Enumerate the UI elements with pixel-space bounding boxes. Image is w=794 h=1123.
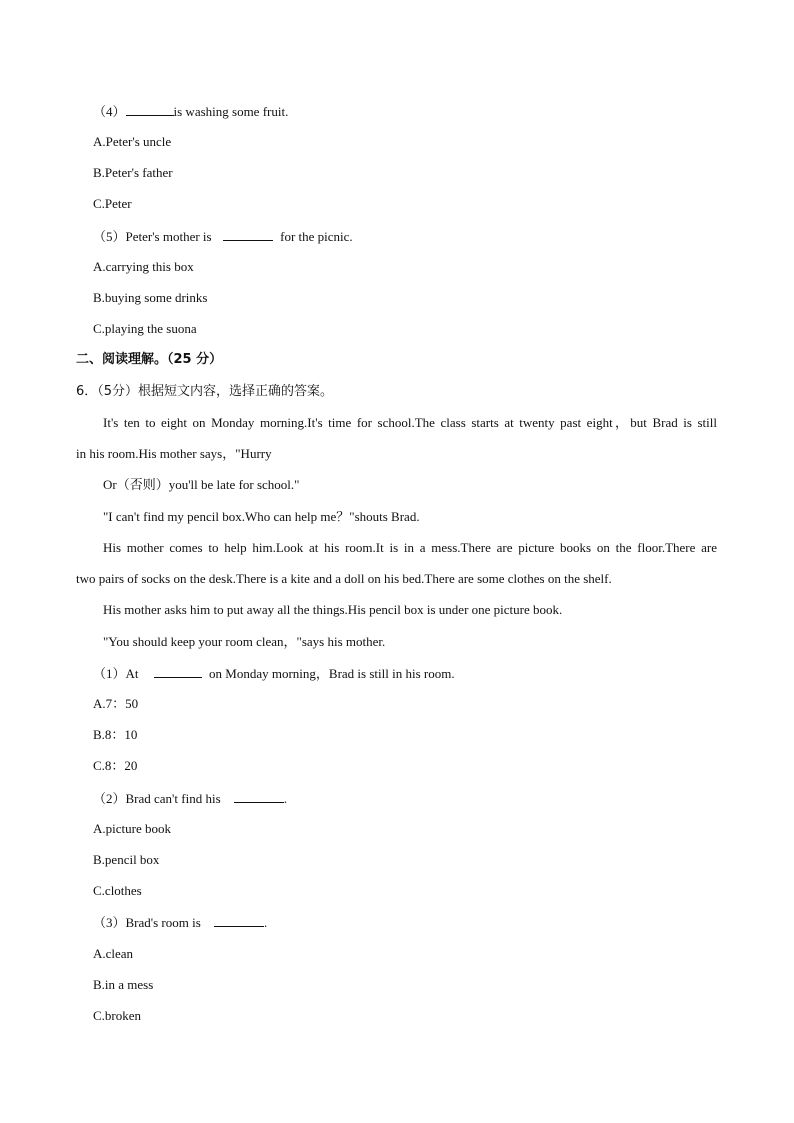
passage-line-4: "I can't find my pencil box.Who can help me？"shouts Brad. bbox=[103, 509, 420, 524]
sub-question-3 bbox=[93, 914, 267, 931]
question-4-option-b: B.Peter's father bbox=[93, 165, 173, 180]
passage-line-7: His mother asks him to put away all the things.His pencil box is under one picture book. bbox=[103, 602, 563, 617]
passage-line-2: in his room.His mother says，"Hurry bbox=[76, 446, 272, 461]
sub-question-1-text: on Monday morning，Brad is still in his room. bbox=[209, 666, 455, 681]
passage-line-1: It's ten to eight on Monday morning.It's time for school.The class starts at twenty past eight，but Brad is still bbox=[103, 415, 718, 430]
passage-line-5: His mother comes to help him.Look at his room.It is in a mess.There are picture books on the floor.There are bbox=[103, 540, 717, 555]
question-5-option-a: A.carrying this box bbox=[93, 259, 194, 274]
sub-question-2-option-b: B.pencil box bbox=[93, 852, 160, 867]
sub-question-2-option-c: C.clothes bbox=[93, 883, 142, 898]
section-2-title: 二、阅读理解。（25 分） bbox=[76, 352, 223, 367]
question-4 bbox=[93, 103, 288, 120]
sub-question-3-option-b: B.in a mess bbox=[93, 977, 154, 992]
question-5-text: for the picnic. bbox=[280, 229, 353, 244]
question-4-option-c: C.Peter bbox=[93, 196, 132, 211]
sub-question-3-text: . bbox=[264, 915, 268, 930]
question-5-option-b: B.buying some drinks bbox=[93, 290, 208, 305]
question-6-heading: 6．（5分）根据短文内容，选择正确的答案。 bbox=[76, 384, 334, 399]
sub-question-3-blank bbox=[214, 914, 264, 927]
question-4-prefix: （4） bbox=[93, 104, 126, 119]
passage-line-3: Or（否则）you'll be late for school." bbox=[103, 477, 300, 492]
sub-question-1-prefix: （1）At bbox=[93, 666, 139, 681]
sub-question-1-option-b: B.8：10 bbox=[93, 727, 138, 742]
question-4-option-a: A.Peter's uncle bbox=[93, 134, 172, 149]
sub-question-3-prefix: （3）Brad's room is bbox=[93, 915, 201, 930]
question-5-option-c: C.playing the suona bbox=[93, 321, 197, 336]
sub-question-1-blank bbox=[154, 665, 202, 678]
passage-line-6: two pairs of socks on the desk.There is a kite and a doll on his bed.There are some clothes on the shelf. bbox=[76, 571, 612, 586]
sub-question-3-option-c: C.broken bbox=[93, 1008, 142, 1023]
question-5-prefix: （5）Peter's mother is bbox=[93, 229, 212, 244]
sub-question-1-option-a: A.7：50 bbox=[93, 696, 139, 711]
sub-question-2-blank bbox=[234, 790, 284, 803]
sub-question-3-option-a: A.clean bbox=[93, 946, 134, 961]
sub-question-2-option-a: A.picture book bbox=[93, 821, 171, 836]
question-5 bbox=[93, 228, 353, 245]
sub-question-1-option-c: C.8：20 bbox=[93, 758, 138, 773]
sub-question-2-text: . bbox=[283, 791, 288, 806]
sub-question-1 bbox=[93, 665, 455, 682]
sub-question-2-prefix: （2）Brad can't find his bbox=[93, 791, 221, 806]
question-4-text: is washing some fruit. bbox=[173, 104, 289, 119]
question-4-blank bbox=[126, 103, 174, 116]
passage-line-8: "You should keep your room clean，"says his mother. bbox=[103, 634, 386, 649]
sub-question-2 bbox=[93, 790, 287, 807]
question-5-blank bbox=[223, 228, 273, 241]
